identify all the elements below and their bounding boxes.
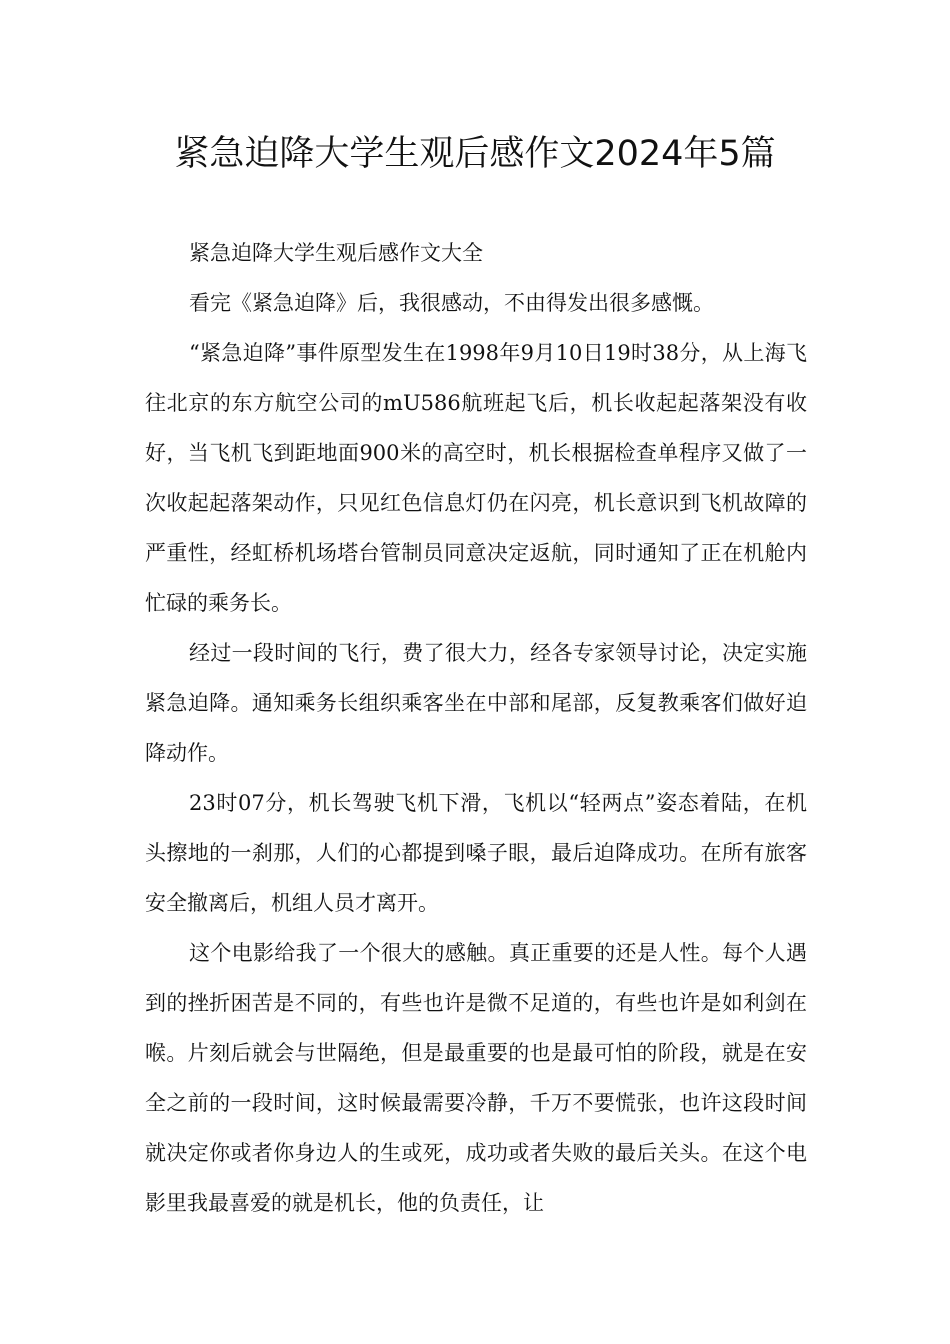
paragraph: 这个电影给我了一个很大的感触。真正重要的还是人性。每个人遇到的挫折困苦是不同的，有些也许是微不足道的，有些也许是如利剑在喉。片刻后就会与世隔绝，但是最重要的也是最可怕的阶段，就是在安全之前的一段时间，这时候最需要冷静，千万不要慌张，也许这段时间就决定你或者你身边人的生或死，成功或者失败的最后关头。在这个电影里我最喜爱的就是机长，他的负责任，让 xyxy=(145,941,807,1215)
paragraph: 经过一段时间的飞行，费了很大力，经各专家领导讨论，决定实施紧急迫降。通知乘务长组织乘客坐在中部和尾部，反复教乘客们做好迫降动作。 xyxy=(145,641,807,765)
paragraph: 23时07分，机长驾驶飞机下滑，飞机以“轻两点”姿态着陆，在机头擦地的一刹那，人们的心都提到嗓子眼，最后迫降成功。在所有旅客安全撤离后，机组人员才离开。 xyxy=(145,791,807,915)
document-body xyxy=(145,228,807,1228)
paragraph: 看完《紧急迫降》后，我很感动，不由得发出很多感慨。 xyxy=(189,291,714,315)
paragraph: “紧急迫降”事件原型发生在1998年9月10日19时38分，从上海飞往北京的东方航空公司的mU586航班起飞后，机长收起起落架没有收好，当飞机飞到距地面900米的高空时，机长根据检查单程序又做了一次收起起落架动作，只见红色信息灯仍在闪亮，机长意识到飞机故障的严重性，经虹桥机场塔台管制员同意决定返航，同时通知了正在机舱内忙碌的乘务长。 xyxy=(145,341,807,615)
paragraph-subtitle: 紧急迫降大学生观后感作文大全 xyxy=(189,241,483,265)
document-title: 紧急迫降大学生观后感作文2024年5篇 xyxy=(174,134,776,174)
